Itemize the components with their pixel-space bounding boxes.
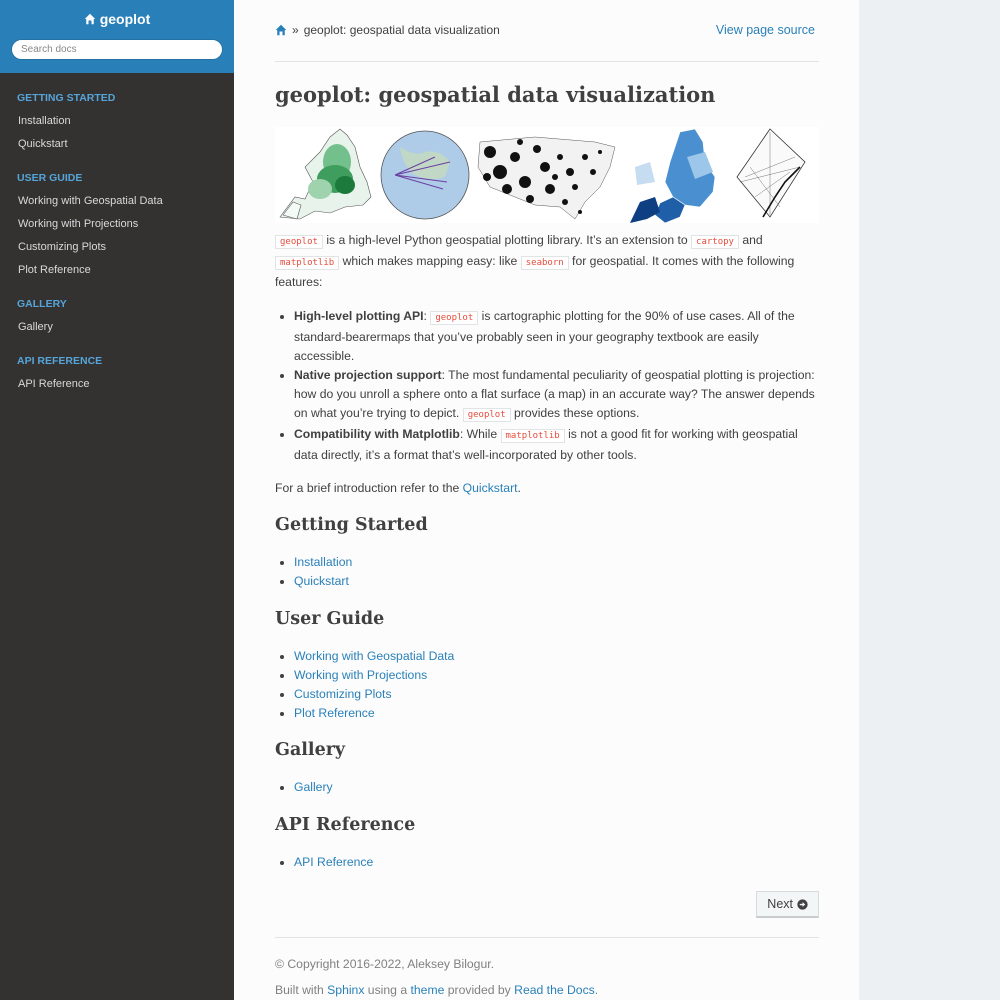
nav-caption-api-reference: API REFERENCE — [17, 355, 103, 367]
inline-code: cartopy — [691, 235, 739, 249]
next-button[interactable] — [756, 891, 819, 918]
sidebar — [0, 0, 234, 1000]
list-item — [294, 553, 352, 572]
list-item — [294, 647, 454, 666]
list-item — [294, 704, 454, 723]
section-heading-user-guide: User Guide — [275, 609, 385, 629]
inline-code: geoplot — [430, 311, 478, 325]
list-item — [294, 778, 333, 797]
main-content — [234, 0, 859, 1000]
view-page-source-link[interactable]: View page source — [715, 23, 815, 37]
nav-caption-gallery: GALLERY — [17, 298, 67, 310]
copyright-text: © Copyright 2016-2022, Aleksey Bilogur. — [275, 957, 495, 971]
feature-text: is cartographic plotting for the 90% of use cases. All of the standard-bearermaps that you’ve probably seen in your geography textbook are easily accessible. — [294, 309, 795, 363]
sidebar-item-api-reference[interactable]: API Reference — [18, 378, 90, 390]
footer-text: using a — [364, 983, 411, 997]
quickstart-link[interactable]: Quickstart — [462, 481, 518, 495]
feature-text: is not a good fit for working with geospatial data directly, it’s a format that’s well-incorporated by other tools. — [294, 427, 798, 462]
home-brand-link[interactable] — [84, 11, 151, 27]
feature-title: Native projection support — [294, 368, 442, 382]
feature-title: High-level plotting API — [294, 309, 424, 323]
brand-label: geoplot — [99, 11, 151, 27]
link-gallery[interactable]: Gallery — [294, 780, 333, 794]
link-geospatial-data[interactable]: Working with Geospatial Data — [294, 649, 455, 663]
sidebar-item-customizing-plots[interactable]: Customizing Plots — [18, 241, 107, 253]
sidebar-item-projections[interactable]: Working with Projections — [18, 218, 139, 230]
sidebar-header — [0, 0, 234, 73]
footer-divider — [275, 937, 819, 938]
footer-text: . — [594, 983, 599, 997]
link-projections[interactable]: Working with Projections — [294, 668, 428, 682]
inline-code: geoplot — [463, 408, 511, 422]
intro-text: and — [738, 233, 763, 247]
intro-text: is a high-level Python geospatial plotting library. It’s an extension to — [322, 233, 692, 247]
search-input[interactable] — [11, 39, 223, 60]
user-guide-links — [275, 647, 454, 723]
list-item — [294, 366, 819, 425]
nav-caption-getting-started: GETTING STARTED — [17, 92, 116, 104]
footer-text: Built with — [275, 983, 328, 997]
banner-image — [275, 127, 819, 223]
feature-text: : While — [459, 427, 501, 441]
inline-code: matplotlib — [501, 429, 565, 443]
section-heading-api-reference: API Reference — [275, 815, 416, 835]
breadcrumb-home-link[interactable] — [275, 24, 287, 36]
intro-paragraph — [275, 231, 819, 292]
list-item — [294, 307, 819, 366]
list-item — [294, 853, 373, 872]
read-the-docs-link[interactable]: Read the Docs — [514, 983, 595, 997]
link-plot-reference[interactable]: Plot Reference — [294, 706, 375, 720]
list-item — [294, 685, 454, 704]
breadcrumb-separator: » — [292, 23, 299, 37]
home-icon — [275, 24, 287, 36]
feature-text: : — [423, 309, 431, 323]
sidebar-item-plot-reference[interactable]: Plot Reference — [18, 264, 91, 276]
page-title: geoplot: geospatial data visualization — [275, 82, 716, 107]
inline-code: matplotlib — [275, 256, 339, 270]
sphinx-link[interactable]: Sphinx — [327, 983, 365, 997]
sidebar-item-gallery[interactable]: Gallery — [18, 321, 53, 333]
feature-text: : The most fundamental peculiarity of geospatial plotting is projection: how do you unroll a sphere onto a flat surface (a map) in an accurate way? The answer depends on what you’re trying to depict. — [294, 368, 815, 420]
inline-code: geoplot — [275, 235, 323, 249]
sidebar-item-geospatial-data[interactable]: Working with Geospatial Data — [18, 195, 163, 207]
brief-text: . — [517, 481, 521, 495]
inline-code: seaborn — [521, 256, 569, 270]
link-installation[interactable]: Installation — [294, 555, 353, 569]
getting-started-links — [275, 553, 352, 591]
breadcrumb — [275, 0, 819, 62]
home-icon — [84, 13, 96, 25]
next-button-label: Next — [767, 897, 793, 911]
theme-link[interactable]: theme — [410, 983, 445, 997]
gallery-links — [275, 778, 333, 797]
api-reference-links — [275, 853, 373, 872]
list-item — [294, 666, 454, 685]
globe-projection-image — [381, 131, 469, 219]
list-item — [294, 425, 819, 465]
brief-intro-paragraph — [275, 479, 521, 498]
intro-text: which makes mapping easy: like — [339, 254, 521, 268]
link-api-reference[interactable]: API Reference — [294, 855, 374, 869]
sidebar-item-quickstart[interactable]: Quickstart — [18, 138, 68, 150]
arrow-circle-right-icon — [797, 899, 808, 910]
section-heading-getting-started: Getting Started — [275, 515, 428, 535]
brief-text: For a brief introduction refer to the — [275, 481, 463, 495]
feature-title: Compatibility with Matplotlib — [294, 427, 460, 441]
section-heading-gallery: Gallery — [275, 740, 346, 760]
footer-text: provided by — [444, 983, 515, 997]
features-list — [275, 307, 819, 465]
nav-caption-user-guide: USER GUIDE — [17, 172, 83, 184]
link-quickstart[interactable]: Quickstart — [294, 574, 349, 588]
sidebar-item-installation[interactable]: Installation — [18, 115, 71, 127]
link-customizing-plots[interactable]: Customizing Plots — [294, 687, 392, 701]
feature-text: provides these options. — [510, 406, 640, 420]
list-item — [294, 572, 352, 591]
breadcrumb-current: geoplot: geospatial data visualization — [303, 23, 500, 37]
intro-text: for geospatial. It comes with the following features: — [275, 254, 795, 289]
built-with-text — [275, 983, 598, 997]
